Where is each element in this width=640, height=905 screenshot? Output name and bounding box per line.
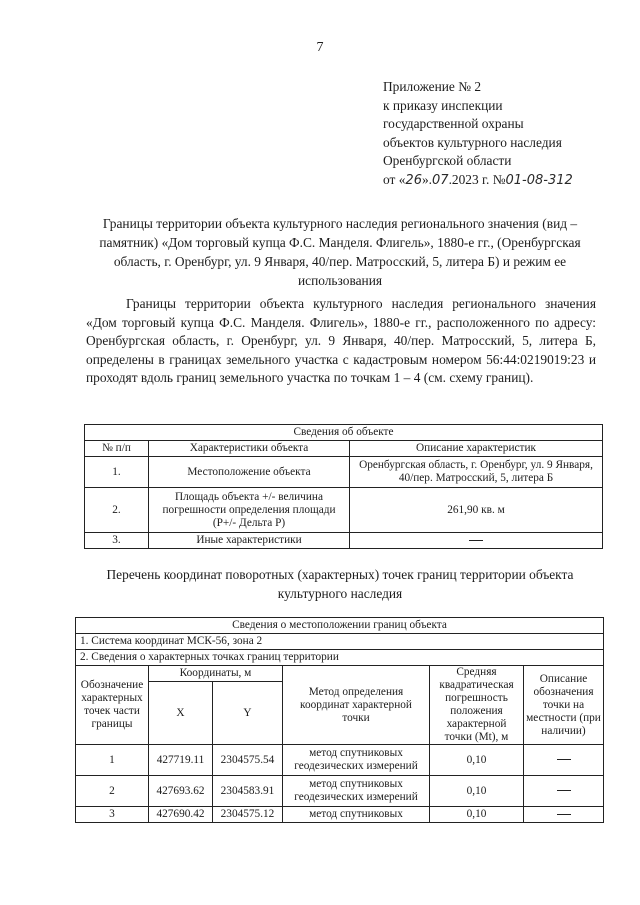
method-cell: метод спутниковых геодезических измерений — [283, 776, 430, 807]
x-cell: 427719.11 — [149, 745, 213, 776]
table-caption: Сведения о местоположении границ объекта — [76, 618, 604, 634]
method-cell: метод спутниковых — [283, 807, 430, 823]
table-header-row — [85, 441, 603, 457]
column-header: Описание характеристик — [350, 441, 603, 457]
x-cell: 427693.62 — [149, 776, 213, 807]
coordinate-system: 1. Система координат МСК-56, зона 2 — [76, 634, 604, 650]
point-cell: 1 — [76, 745, 149, 776]
appendix-line: к приказу инспекции — [383, 97, 503, 113]
handwritten-month: 07 — [432, 172, 449, 188]
coordinates-table — [75, 617, 604, 823]
table-row — [85, 533, 603, 549]
handwritten-day: 26 — [405, 172, 422, 188]
table-header-row — [76, 666, 604, 682]
points-caption: 2. Сведения о характерных точках границ территории — [76, 650, 604, 666]
column-header: № п/п — [85, 441, 149, 457]
method-cell: метод спутниковых геодезических измерений — [283, 745, 430, 776]
table-caption: Сведения об объекте — [85, 425, 603, 441]
error-cell: 0,10 — [430, 807, 524, 823]
appendix-line: Оренбургской области — [383, 153, 512, 169]
appendix-date-line — [383, 171, 623, 191]
page-number: 7 — [316, 40, 324, 55]
row-number: 1. — [85, 457, 149, 488]
table-row — [85, 457, 603, 488]
table-row — [76, 776, 604, 807]
table-row — [76, 807, 604, 823]
column-header-designation: Обозначение характерных точек части границы — [76, 666, 149, 745]
row-number: 3. — [85, 533, 149, 549]
point-cell: 3 — [76, 807, 149, 823]
appendix-block — [383, 78, 623, 191]
date-separator: ». — [421, 171, 433, 187]
appendix-line: объектов культурного наследия — [383, 134, 562, 150]
description-cell — [350, 533, 603, 549]
column-header-y: Y — [213, 682, 283, 745]
dash-icon — [557, 814, 571, 815]
y-cell: 2304575.12 — [213, 807, 283, 823]
date-prefix: от « — [383, 171, 406, 187]
object-info-table — [84, 424, 603, 549]
table-row — [85, 488, 603, 533]
x-cell: 427690.42 — [149, 807, 213, 823]
coordinates-title: Перечень координат поворотных (характерных) точек границ территории объекта культурного наследия — [106, 567, 574, 601]
description-cell: Оренбургская область, г. Оренбург, ул. 9 Января, 40/пер. Матросский, 5, литера Б — [350, 457, 603, 488]
column-header: Характеристики объекта — [149, 441, 350, 457]
column-header-method: Метод определения координат характерной точки — [283, 666, 430, 745]
appendix-line: Приложение № 2 — [383, 79, 482, 94]
error-cell: 0,10 — [430, 776, 524, 807]
description-cell — [524, 807, 604, 823]
row-number: 2. — [85, 488, 149, 533]
column-header-error: Средняя квадратическая погрешность положения характерной точки (Mt), м — [430, 666, 524, 745]
document-title: Границы территории объекта культурного наследия регионального значения (вид – памятник) «Дом торговый купца Ф.С. Манделя. Флигель», 1880-е гг., (Оренбургская область, г. Оренбург, ул. 9 Января, 40/пер. Матросский, 5, литера Б) и режим ее использования — [99, 216, 581, 288]
handwritten-order-number: 01-08-312 — [505, 172, 573, 188]
appendix-line: государственной охраны — [383, 116, 524, 132]
point-cell: 2 — [76, 776, 149, 807]
dash-icon — [469, 540, 483, 541]
table-caption-row — [76, 618, 604, 634]
table-row — [76, 745, 604, 776]
description-cell — [524, 745, 604, 776]
system-row — [76, 634, 604, 650]
y-cell: 2304575.54 — [213, 745, 283, 776]
description-cell: 261,90 кв. м — [350, 488, 603, 533]
column-header-description: Описание обозначения точки на местности (при наличии) — [524, 666, 604, 745]
body-paragraph: Границы территории объекта культурного наследия регионального значения «Дом торговый купца Ф.С. Манделя. Флигель», 1880-е гг., расположенного по адресу: Оренбургская область, г. Оренбург, ул. 9 Января, 40/пер. Матросский, 5, литера Б, определены в границах земельного участка с кадастровым номером 56:44:0219019:23 и проходят вдоль границ земельного участка по точкам 1 – 4 (см. схему границ). — [86, 296, 596, 385]
description-cell — [524, 776, 604, 807]
error-cell: 0,10 — [430, 745, 524, 776]
dash-icon — [557, 759, 571, 760]
characteristic-cell: Местоположение объекта — [149, 457, 350, 488]
date-year: .2023 г. № — [448, 171, 506, 187]
points-caption-row — [76, 650, 604, 666]
column-header-coordinates: Координаты, м — [149, 666, 283, 682]
column-header-x: X — [149, 682, 213, 745]
dash-icon — [557, 790, 571, 791]
characteristic-cell: Площадь объекта +/- величина погрешности определения площади (Р+/- Дельта Р) — [149, 488, 350, 533]
table-caption-row — [85, 425, 603, 441]
y-cell: 2304583.91 — [213, 776, 283, 807]
characteristic-cell: Иные характеристики — [149, 533, 350, 549]
